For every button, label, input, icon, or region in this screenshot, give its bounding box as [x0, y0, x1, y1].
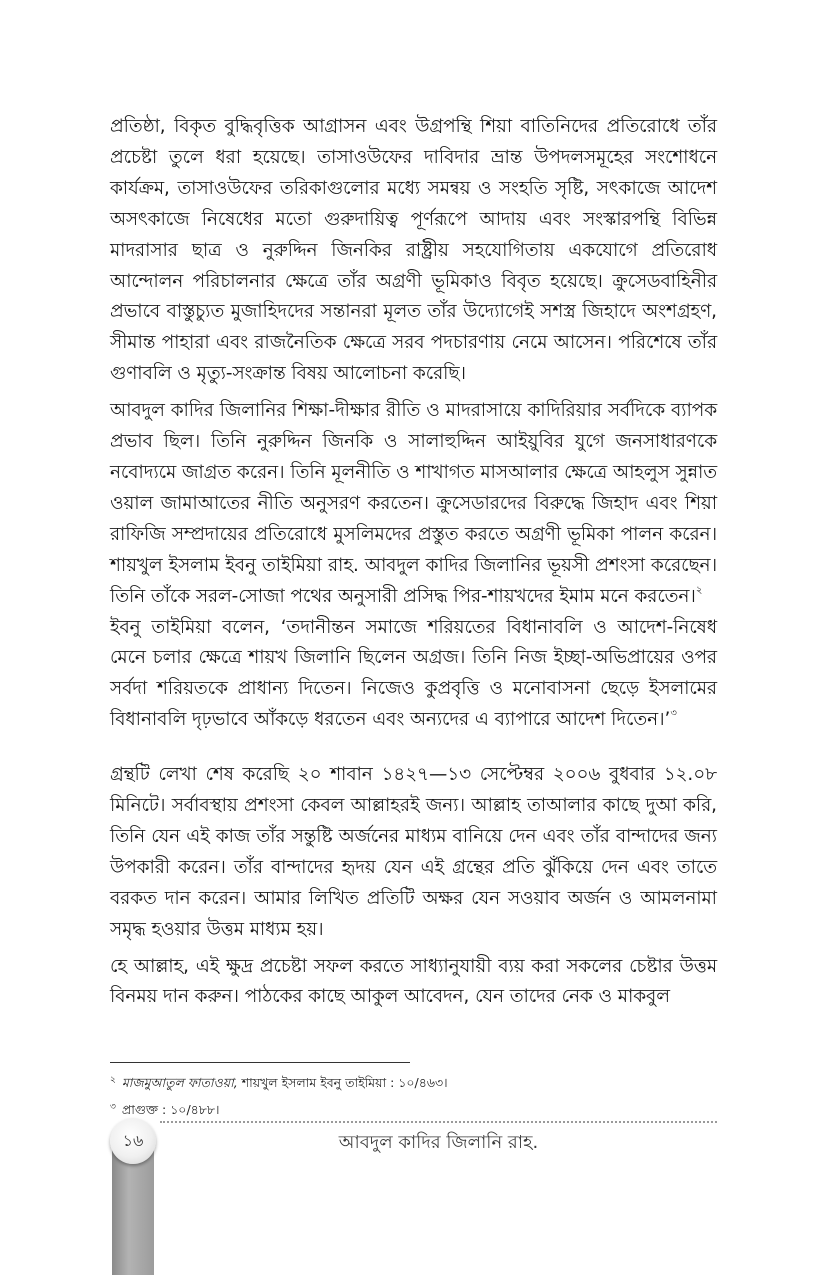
page-number: ১৬ — [122, 1130, 144, 1150]
paragraph-2 — [110, 396, 717, 612]
footnote-3-number: ৩ — [110, 1102, 116, 1112]
page-number-badge — [110, 1118, 156, 1164]
footnote-marker-2: ২ — [695, 584, 703, 596]
footnote-2 — [110, 1068, 717, 1095]
footer-dotted-line — [160, 1121, 717, 1123]
footnote-3-text: প্রাগুক্ত : ১০/৪৮৮। — [121, 1102, 220, 1117]
footnote-marker-3: ৩ — [670, 708, 677, 720]
body-text — [110, 112, 717, 1013]
footnote-2-source: মাজমুআতুল ফাতাওয়া, — [121, 1075, 238, 1090]
paragraph-3-text: ইবনু তাইমিয়া বলেন, ‘তদানীন্তন সমাজে শরিয়তের বিধানাবলি ও আদেশ-নিষেধ মেনে চলার ক্ষেত্রে শায়খ জিলানি ছিলেন অগ্রজ। তিনি নিজ ইচ্ছা-অভিপ্রায়ের ওপর সর্বদা শরিয়তকে প্রাধান্য দিতেন। নিজেও কুপ্রবৃত্তি ও মনোবাসনা ছেড়ে ইসলামের বিধানাবলি দৃঢ়ভাবে আঁকড়ে ধরতেন এবং অন্যদের এ ব্যাপারে আদেশ দিতেন।’ — [110, 616, 717, 731]
footnote-divider — [110, 1062, 410, 1063]
footnote-2-number: ২ — [110, 1075, 116, 1085]
footnotes — [110, 1068, 717, 1122]
paragraph-4: গ্রন্থটি লেখা শেষ করেছি ২০ শাবান ১৪২৭—১৩ সেপ্টেম্বর ২০০৬ বুধবার ১২.০৮ মিনিটে। সর্বাবস্থায় প্রশংসা কেবল আল্লাহরই জন্য। আল্লাহ তাআলার কাছে দুআ করি, তিনি যেন এই কাজ তাঁর সন্তুষ্টি অর্জনের মাধ্যম বানিয়ে দেন এবং তাঁর বান্দাদের জন্য উপকারী করেন। তাঁর বান্দাদের হৃদয় যেন এই গ্রন্থের প্রতি ঝুঁকিয়ে দেন এবং তাতে বরকত দান করেন। আমার লিখিত প্রতিটি অক্ষর যেন সওয়াব অর্জন ও আমলনামা সমৃদ্ধ হওয়ার উত্তম মাধ্যম হয়। — [110, 764, 717, 940]
footnote-2-rest: শায়খুল ইসলাম ইবনু তাইমিয়া : ১০/৪৬৩। — [237, 1075, 448, 1090]
running-title: আবদুল কাদির জিলানি রাহ. — [338, 1132, 539, 1153]
paragraph-1: প্রতিষ্ঠা, বিকৃত বুদ্ধিবৃত্তিক আগ্রাসন এবং উগ্রপন্থি শিয়া বাতিনিদের প্রতিরোধে তাঁর প্রচেষ্টা তুলে ধরা হয়েছে। তাসাওউফের দাবিদার ভ্রান্ত উপদলসমূহের সংশোধনে কার্যক্রম, তাসাওউফের তরিকাগুলোর মধ্যে সমন্বয় ও সংহতি সৃষ্টি, সৎকাজে আদেশ অসৎকাজে নিষেধের মতো গুরুদায়িত্ব পূর্ণরূপে আদায় এবং সংস্কারপন্থি বিভিন্ন মাদরাসার ছাত্র ও নুরুদ্দিন জিনকির রাষ্ট্রীয় সহযোগিতায় একযোগে প্রতিরোধ আন্দোলন পরিচালনার ক্ষেত্রে তাঁর অগ্রণী ভূমিকাও বিবৃত হয়েছে। ক্রুসেডবাহিনীর প্রভাবে বাস্তুচ্যুত মুজাহিদদের সন্তানরা মূলত তাঁর উদ্যোগেই সশস্ত্র জিহাদে অংশগ্রহণ, সীমান্ত পাহারা এবং রাজনৈতিক ক্ষেত্রে সরব পদচারণায় নেমে আসেন। পরিশেষে তাঁর গুণাবলি ও মৃত্যু-সংক্রান্ত বিষয় আলোচনা করেছি। — [110, 116, 717, 385]
footnote-3 — [110, 1095, 717, 1122]
paragraph-3 — [110, 613, 717, 737]
paragraph-5: হে আল্লাহ, এই ক্ষুদ্র প্রচেষ্টা সফল করতে সাধ্যানুযায়ী ব্যয় করা সকলের চেষ্টার উত্তম বিনময় দান করুন। পাঠকের কাছে আকুল আবেদন, যেন তাদের নেক ও মাকবুল — [110, 955, 717, 1008]
paragraph-2-text: আবদুল কাদির জিলানির শিক্ষা-দীক্ষার রীতি ও মাদরাসায়ে কাদিরিয়ার সর্বদিকে ব্যাপক প্রভাব ছিল। তিনি নুরুদ্দিন জিনকি ও সালাহুদ্দিন আইয়ুবির যুগে জনসাধারণকে নবোদ্যমে জাগ্রত করেন। তিনি মূলনীতি ও শাখাগত মাসআলার ক্ষেত্রে আহলুস সুন্নাত ওয়াল জামাআতের নীতি অনুসরণ করতেন। ক্রুসেডারদের বিরুদ্ধে জিহাদ এবং শিয়া রাফিজি সম্প্রদায়ের প্রতিরোধে মুসলিমদের প্রস্তুত করতে অগ্রণী ভূমিকা পালন করেন। শায়খুল ইসলাম ইবনু তাইমিয়া রাহ. আবদুল কাদির জিলানির ভূয়সী প্রশংসা করেছেন। তিনি তাঁকে সরল-সোজা পথের অনুসারী প্রসিদ্ধ পির-শায়খদের ইমাম মনে করতেন। — [110, 400, 717, 607]
